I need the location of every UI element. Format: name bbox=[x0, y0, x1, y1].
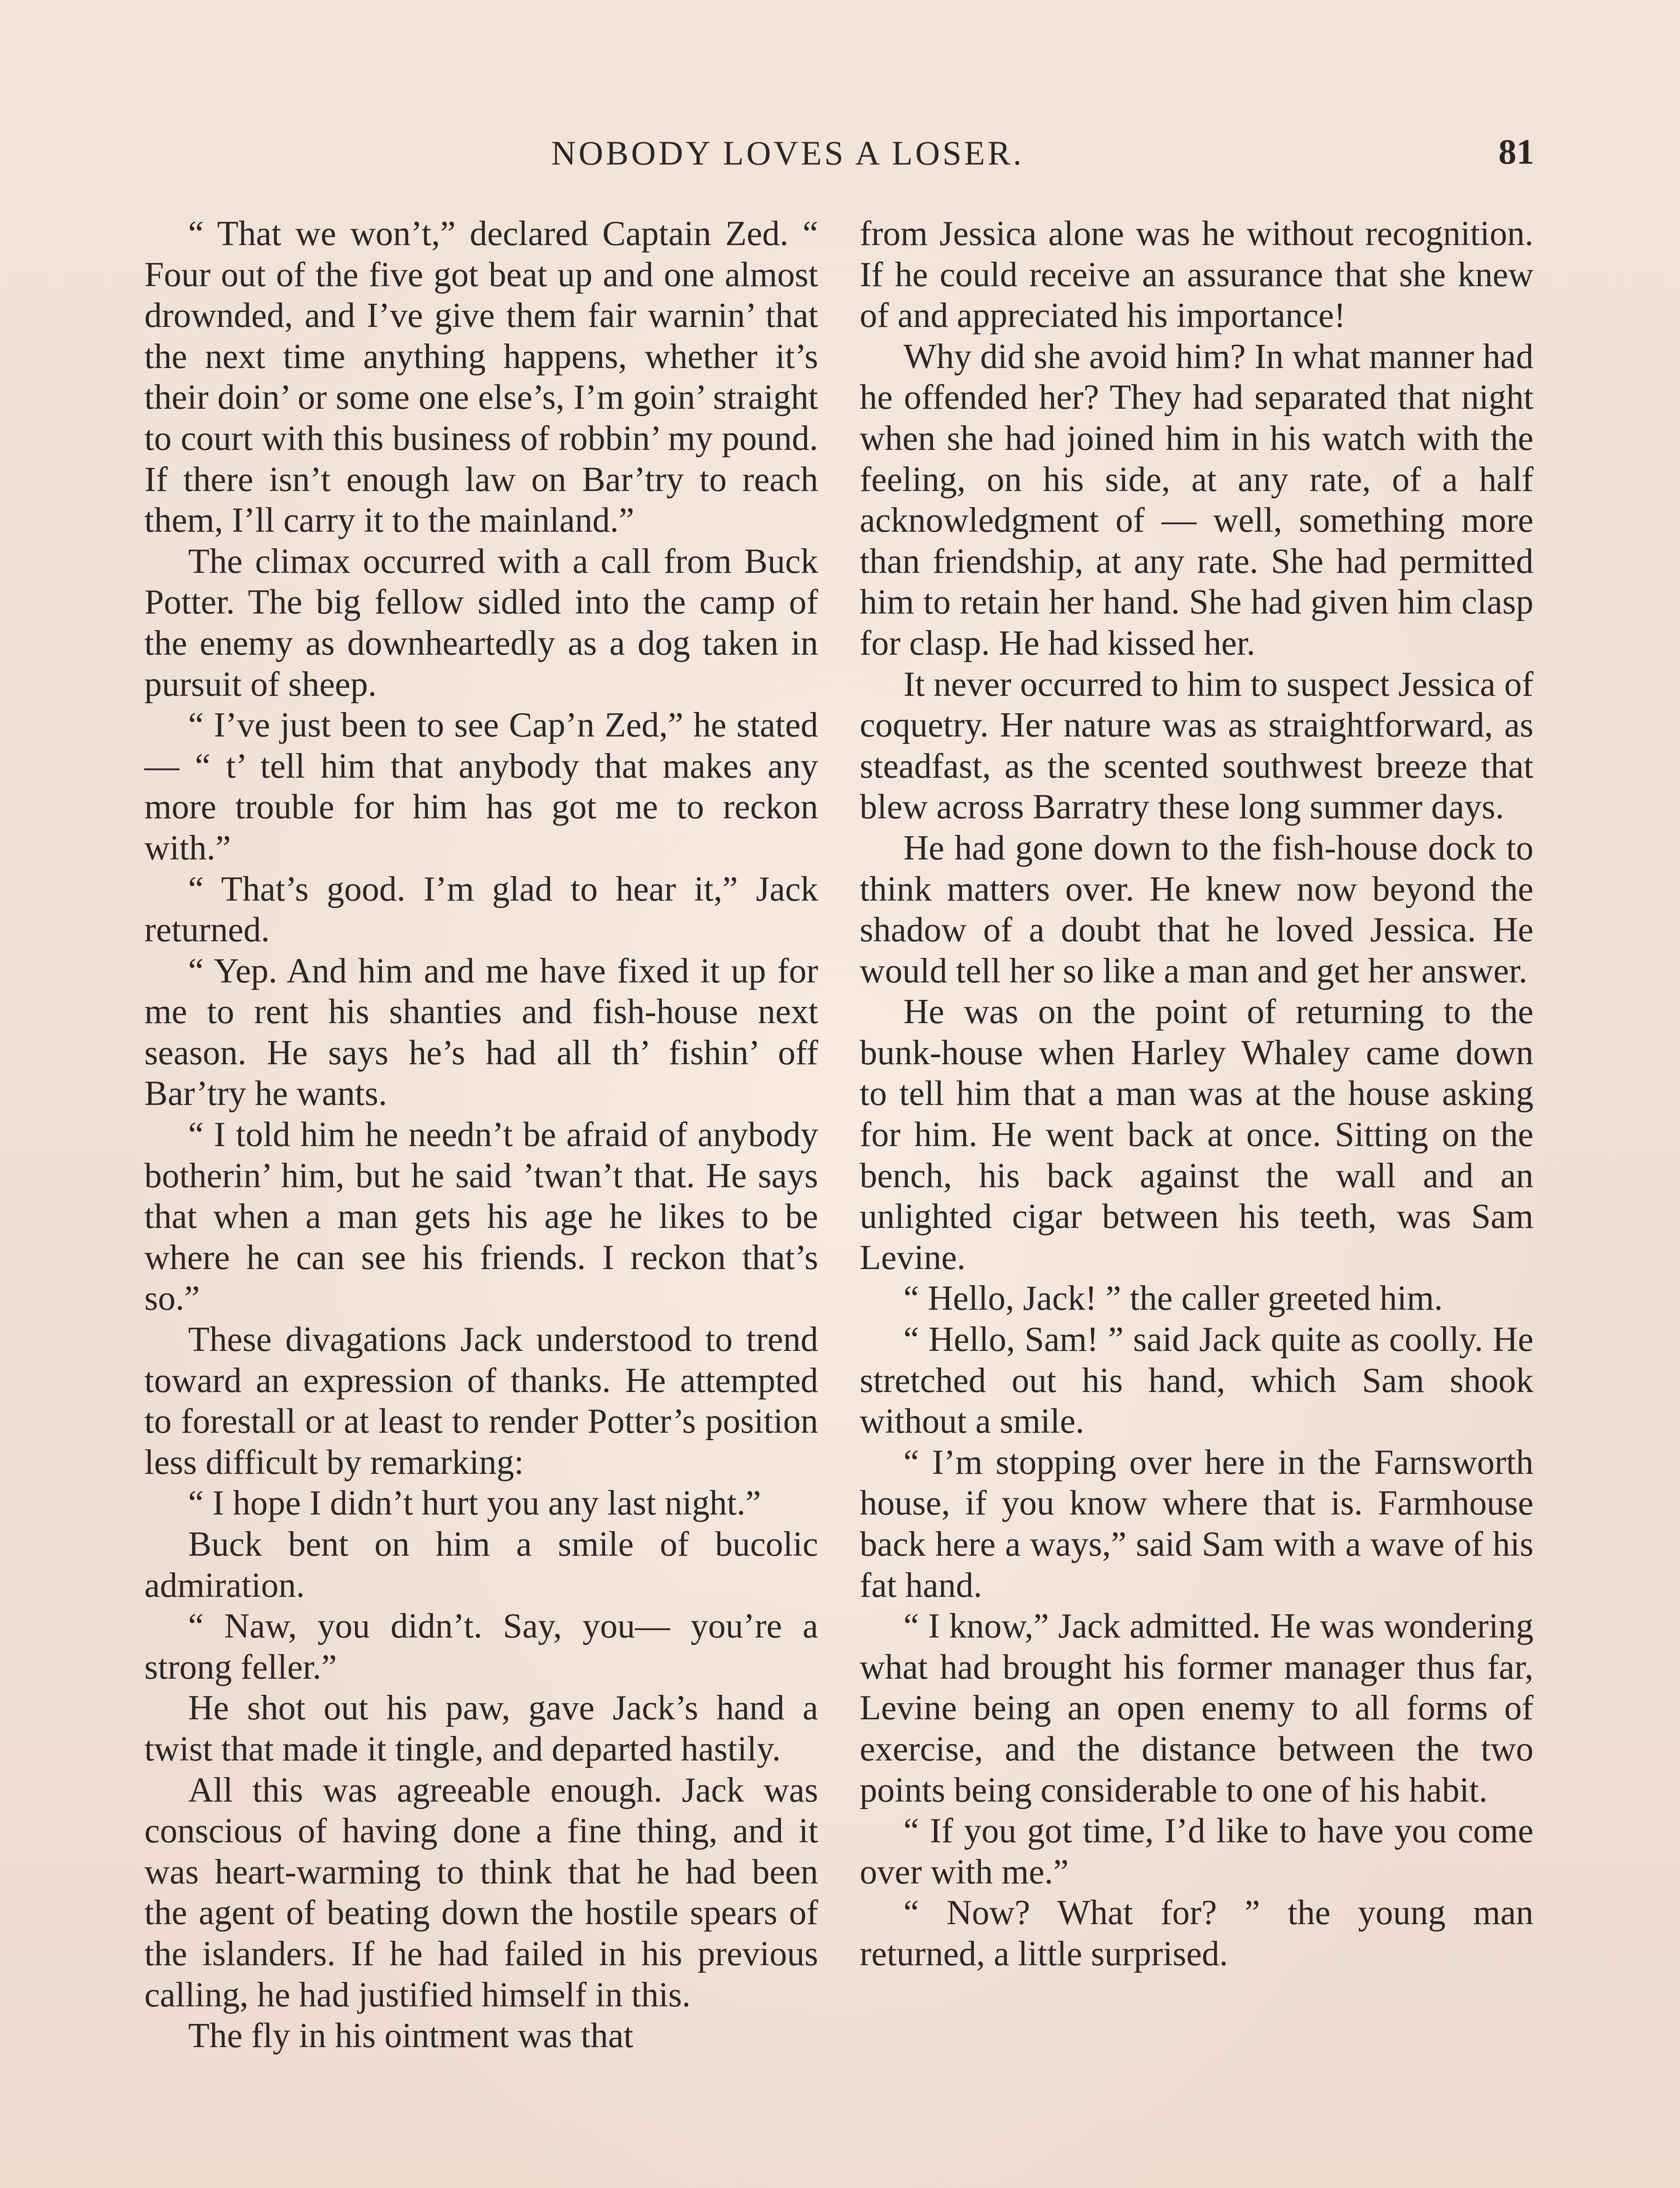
paragraph: “ I know,” Jack admitted. He was wondering what had brought his former manager thus far, Levine being an open enemy to all forms of exercise, and the distance between the two points being considerable to one of his habit. bbox=[860, 1607, 1533, 1809]
paragraph: “ I told him he needn’t be afraid of anybody botherin’ him, but he said ’twan’t that. He says that when a man gets his age he likes to be where he can see his friends. I reckon that’s so.” bbox=[144, 1115, 818, 1318]
paragraph: The fly in his ointment was that bbox=[188, 2016, 634, 2055]
paragraph: All this was agreeable enough. Jack was conscious of having done a fine thing, and it was heart-warming to think that he had been the agent of beating down the hostile spears of the islanders. If he had failed in his previous calling, he had justified himself in this. bbox=[144, 1771, 818, 2014]
paragraph: Why did she avoid him? In what manner had he offended her? They had separated that night when she had joined him in his watch with the feeling, on his side, at any rate, of a half acknowledgment of — well, something more than friendship, at any rate. She had permitted him to retain her hand. She had given him clasp for clasp. He had kissed her. bbox=[860, 337, 1533, 663]
paragraph: “ I’ve just been to see Cap’n Zed,” he stated — “ t’ tell him that anybody that makes any more trouble for him has got me to reckon with.” bbox=[144, 706, 818, 867]
paragraph: “ I’m stopping over here in the Farnsworth house, if you know where that is. Farmhouse back here a ways,” said Sam with a wave of his fat hand. bbox=[860, 1443, 1533, 1605]
paragraph: “ Hello, Jack! ” the caller greeted him. bbox=[903, 1279, 1443, 1318]
paragraph: He had gone down to the fish-house dock to think matters over. He knew now beyond the shadow of a doubt that he loved Jessica. He would tell her so like a man and get her answer. bbox=[860, 828, 1533, 990]
paragraph: from Jessica alone was he without recognition. If he could receive an assurance that she knew of and appreciated his importance! bbox=[860, 214, 1533, 335]
paragraph: “ Hello, Sam! ” said Jack quite as coolly. He stretched out his hand, which Sam shook without a smile. bbox=[860, 1320, 1533, 1441]
paragraph: “ That we won’t,” declared Captain Zed. “ Four out of the five got beat up and one almost drownded, and I’ve give them fair warnin’ that the next time anything happens, whether it’s their doin’ or some one else’s, I’m goin’ straight to court with this business of robbin’ my pound. If there isn’t enough law on Bar’try to reach them, I’ll carry it to the mainland.” bbox=[144, 214, 818, 540]
left-text-column bbox=[144, 214, 818, 2057]
paragraph: “ If you got time, I’d like to have you come over with me.” bbox=[860, 1812, 1533, 1891]
right-text-column bbox=[860, 214, 1533, 1975]
paragraph: It never occurred to him to suspect Jessica of coquetry. Her nature was as straightforward, as steadfast, as the scented southwest breeze that blew across Barratry these long summer days. bbox=[860, 665, 1533, 827]
paragraph: The climax occurred with a call from Buck Potter. The big fellow sidled into the camp of the enemy as downheartedly as a dog taken in pursuit of sheep. bbox=[144, 542, 818, 704]
paragraph: He shot out his paw, gave Jack’s hand a twist that made it tingle, and departed hastily. bbox=[144, 1689, 818, 1768]
running-head-title: NOBODY LOVES A LOSER. bbox=[551, 134, 1024, 172]
paragraph: “ Now? What for? ” the young man returned, a little surprised. bbox=[860, 1893, 1533, 1973]
page-number: 81 bbox=[1498, 132, 1534, 172]
paragraph: “ Yep. And him and me have fixed it up for me to rent his shanties and fish-house next season. He says he’s had all th’ fishin’ off Bar’try he wants. bbox=[144, 951, 818, 1113]
paragraph: “ I hope I didn’t hurt you any last night.” bbox=[188, 1484, 761, 1523]
paragraph: Buck bent on him a smile of bucolic admiration. bbox=[144, 1525, 818, 1605]
paragraph: “ Naw, you didn’t. Say, you— you’re a strong feller.” bbox=[144, 1607, 818, 1687]
paragraph: He was on the point of returning to the bunk-house when Harley Whaley came down to tell him that a man was at the house asking for him. He went back at once. Sitting on the bench, his back against the wall and an unlighted cigar between his teeth, was Sam Levine. bbox=[860, 992, 1533, 1277]
paragraph: “ That’s good. I’m glad to hear it,” Jack returned. bbox=[144, 870, 818, 950]
paragraph: These divagations Jack understood to trend toward an expression of thanks. He attempted to forestall or at least to render Potter’s position less difficult by remarking: bbox=[144, 1320, 818, 1482]
